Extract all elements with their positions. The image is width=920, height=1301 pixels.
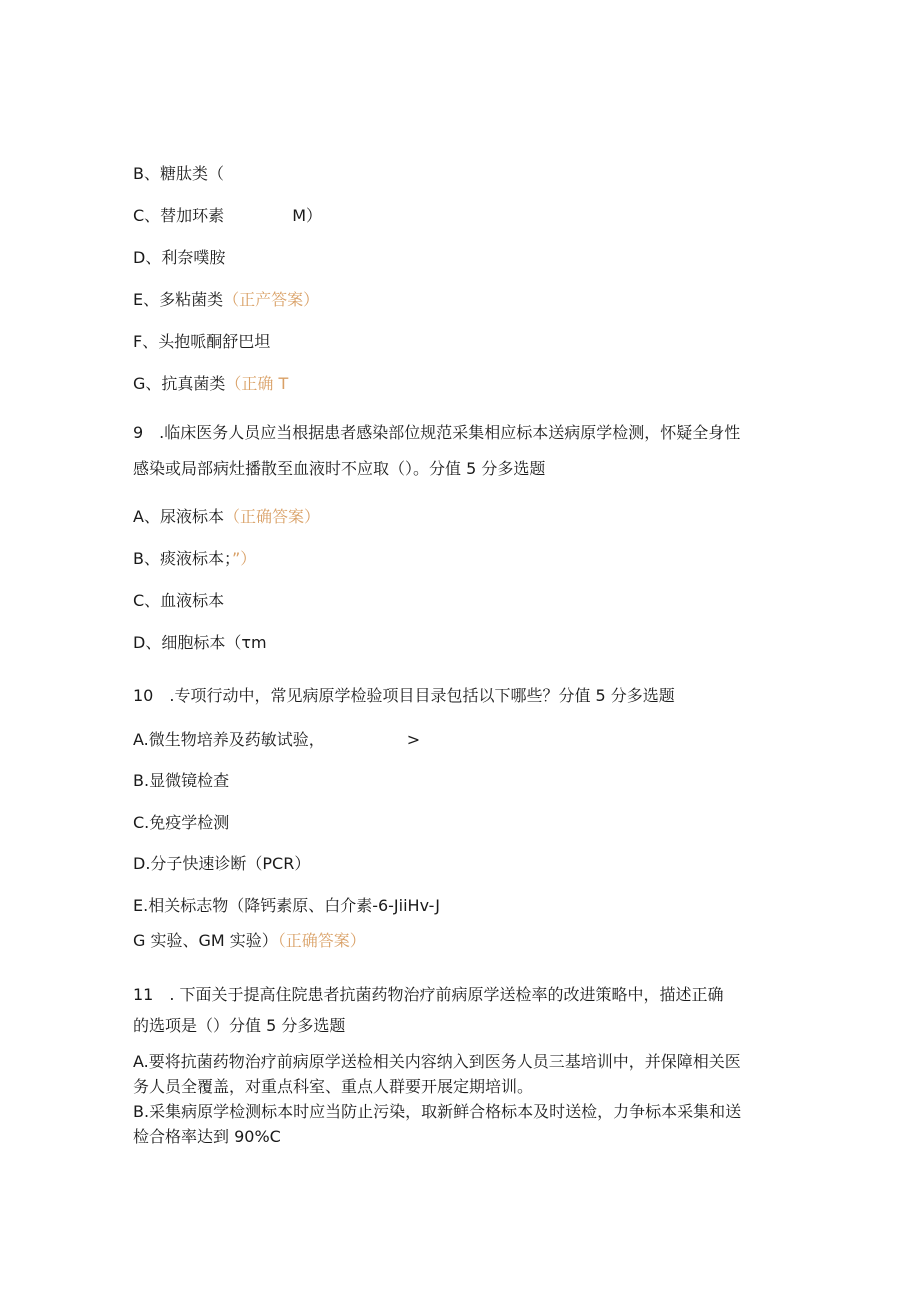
option-text: D、利奈噗胺: [133, 248, 226, 267]
q8-option-f: [133, 331, 270, 353]
option-text: C、血液标本: [133, 591, 225, 610]
q10-option-b: [133, 770, 229, 792]
option-text: D.分子快速诊断（PCR）: [133, 854, 311, 873]
q11-option-a-line-1: A.要将抗菌药物治疗前病原学送检相关内容纳入到医务人员三基培训中，并保障相关医: [133, 1052, 741, 1071]
option-text: B.显微镜检查: [133, 771, 230, 790]
option-text: E、多粘菌类: [133, 290, 224, 309]
q11-question-line-2: 的选项是（）分值 5 分多选题: [133, 1016, 346, 1035]
option-text: B、痰液标本；: [133, 549, 232, 568]
option-text: G、抗真菌类: [133, 374, 226, 393]
q9-question-line-2: 感染或局部病灶播散至血液时不应取（）。分值 5 分多选题: [133, 459, 546, 478]
option-text: C.免疫学检测: [133, 813, 230, 832]
q10-option-d: [133, 853, 310, 875]
answer-marker: （正确答案）: [223, 507, 320, 526]
q11-option-b-line-1: B.采集病原学检测标本时应当防止污染，取新鲜合格标本及时送检，力争标本采集和送: [133, 1102, 742, 1121]
q8-option-d: [133, 247, 225, 269]
q9-question-line-1: 9 .临床医务人员应当根据患者感染部位规范采集相应标本送病原学检测，怀疑全身性: [133, 423, 741, 442]
q9-option-d: [133, 632, 267, 654]
q10-question-line-1: 10 .专项行动中，常见病原学检验项目目录包括以下哪些？分值 5 分多选题: [133, 686, 675, 705]
stray-mark: M）: [292, 206, 322, 225]
answer-marker: （正产答案）: [223, 290, 320, 309]
option-text: F、头抱哌酮舒巴坦: [133, 332, 271, 351]
q11-option-b-line-2: 检合格率达到 90%C: [133, 1127, 281, 1146]
option-text: G 实验、GM 实验）: [133, 931, 278, 950]
q9-option-a: [133, 506, 320, 528]
q8-option-b: [133, 163, 224, 185]
q11-question-line-1: 11 . 下面关于提高住院患者抗菌药物治疗前病原学送检率的改进策略中，描述正确: [133, 985, 724, 1004]
q10-option-a: [133, 729, 420, 751]
q10-option-c: [133, 812, 229, 834]
answer-marker: （正确答案）: [277, 931, 366, 950]
q8-option-e: [133, 289, 319, 311]
answer-marker: ”）: [231, 549, 257, 568]
q10-option-e-continued: [133, 930, 366, 952]
q8-option-c: [133, 205, 322, 227]
q9-option-b: [133, 548, 256, 570]
option-text: E.相关标志物（降钙素原、白介素-6-JiiHv-J: [133, 896, 440, 915]
q11-option-a-line-2: 务人员全覆盖，对重点科室、重点人群要开展定期培训。: [133, 1077, 534, 1096]
option-text: B、糖肽类（: [133, 164, 224, 183]
q10-option-e: [133, 895, 440, 917]
option-text: C、替加环素: [133, 206, 225, 225]
stray-mark: >: [406, 730, 421, 749]
option-text: A.微生物培养及药敏试验，: [133, 730, 325, 749]
q9-option-c: [133, 590, 224, 612]
answer-marker: （正确 T: [225, 374, 289, 393]
q8-option-g: [133, 373, 288, 395]
option-text: D、细胞标本（τm: [133, 633, 267, 652]
option-text: A、尿液标本: [133, 507, 224, 526]
